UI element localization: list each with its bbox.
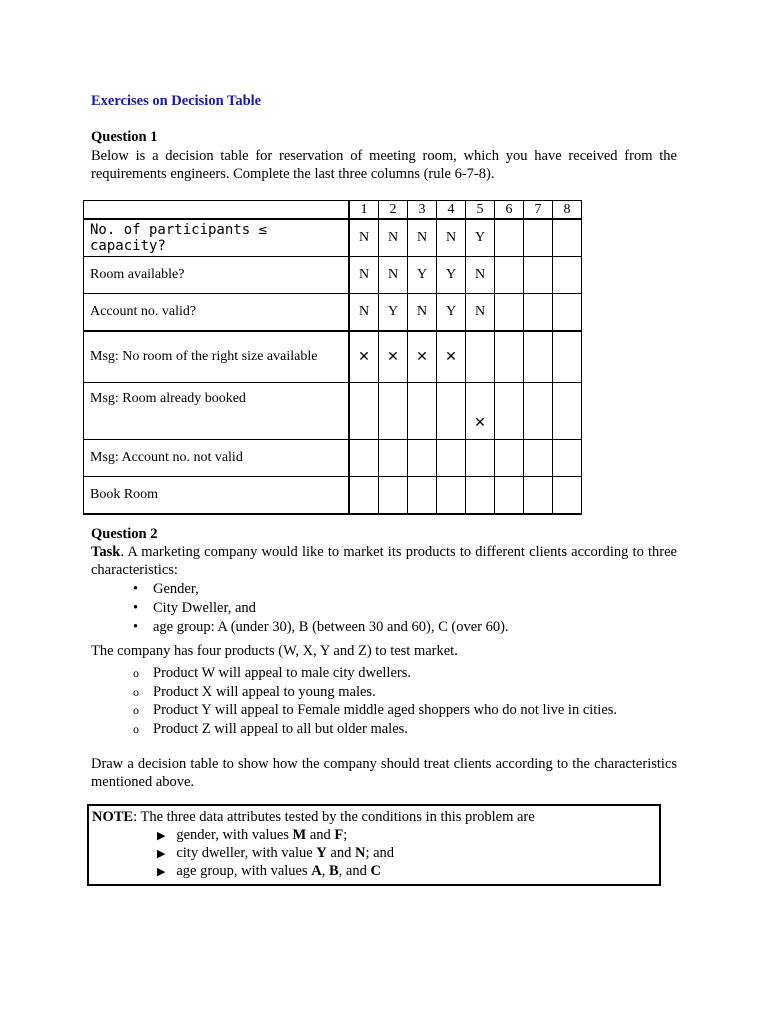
question-1-text: Below is a decision table for reservation of meeting room, which you have received from the requirements engineers. Complete the last three columns (rule 6-7-8). <box>91 148 677 182</box>
bullet-icon: • <box>133 619 139 635</box>
rule-number: 1 <box>349 201 379 220</box>
triangle-right-icon: ▶ <box>157 829 166 842</box>
table-cell: N <box>349 219 379 257</box>
table-cell <box>349 383 379 440</box>
rule-number: 3 <box>408 201 437 220</box>
condition-label: Account no. valid? <box>84 294 350 332</box>
list-item: o Product W will appeal to male city dwellers. <box>133 665 411 681</box>
table-cell <box>408 477 437 515</box>
list-item: o Product Y will appeal to Female middle aged shoppers who do not live in cities. <box>133 702 618 718</box>
table-cell <box>495 477 524 515</box>
table-cell: ✕ <box>437 331 466 383</box>
header-blank-cell <box>84 201 350 220</box>
table-cell: Y <box>466 219 495 257</box>
triangle-right-icon: ▶ <box>157 847 166 860</box>
table-cell <box>349 440 379 477</box>
table-cell <box>349 477 379 515</box>
note-label: NOTE <box>92 809 134 825</box>
table-cell <box>495 331 524 383</box>
table-cell <box>553 294 582 332</box>
table-cell: N <box>349 257 379 294</box>
table-cell <box>524 219 553 257</box>
rule-number-row <box>84 201 582 220</box>
action-label: Msg: Room already booked <box>84 383 350 440</box>
note-item: ▶ gender, with values M and F; <box>157 827 348 843</box>
action-label: Msg: No room of the right size available <box>84 331 350 383</box>
table-cell <box>437 440 466 477</box>
note-item: ▶ age group, with values A, B, and C <box>157 863 381 879</box>
note-box <box>87 804 661 886</box>
note-intro: NOTE: The three data attributes tested by the conditions in this problem are <box>92 809 535 825</box>
table-cell <box>553 331 582 383</box>
list-item: • Gender, <box>133 581 199 597</box>
task-text: . A marketing company would like to market its products to different clients according to three characteristics: <box>91 544 677 578</box>
table-cell <box>524 383 553 440</box>
circle-bullet-icon: o <box>133 684 139 699</box>
table-cell <box>524 257 553 294</box>
bullet-icon: • <box>133 581 139 597</box>
table-cell <box>437 383 466 440</box>
decision-table <box>83 200 582 515</box>
table-cell: N <box>379 257 408 294</box>
list-item: • age group: A (under 30), B (between 30 and 60), C (over 60). <box>133 619 509 635</box>
table-cell: N <box>437 219 466 257</box>
products-list <box>133 664 693 738</box>
rule-number: 4 <box>437 201 466 220</box>
table-cell <box>553 257 582 294</box>
rule-number: 7 <box>524 201 553 220</box>
list-item: o Product X will appeal to young males. <box>133 683 376 700</box>
condition-label: No. of participants ≤ capacity? <box>84 219 350 257</box>
condition-row <box>84 219 582 257</box>
table-cell <box>553 440 582 477</box>
question-2-task <box>91 543 677 579</box>
table-cell <box>437 477 466 515</box>
table-cell <box>379 477 408 515</box>
note-item: ▶ city dweller, with value Y and N; and <box>157 845 395 861</box>
table-cell: Y <box>408 257 437 294</box>
circle-bullet-icon: o <box>133 721 139 736</box>
table-cell: N <box>379 219 408 257</box>
table-cell <box>379 383 408 440</box>
bullet-icon: • <box>133 600 139 616</box>
table-cell <box>466 477 495 515</box>
table-cell <box>524 440 553 477</box>
table-cell: ✕ <box>379 331 408 383</box>
table-cell <box>379 440 408 477</box>
table-cell: Y <box>379 294 408 332</box>
action-label: Book Room <box>84 477 350 515</box>
table-cell <box>524 477 553 515</box>
table-cell: N <box>408 294 437 332</box>
question-2-heading: Question 2 <box>91 526 158 542</box>
table-cell <box>524 331 553 383</box>
condition-label: Room available? <box>84 257 350 294</box>
circle-bullet-icon: o <box>133 666 139 680</box>
task-label: Task <box>91 544 121 560</box>
action-row <box>84 383 582 440</box>
rule-number: 2 <box>379 201 408 220</box>
page-title: Exercises on Decision Table <box>91 93 262 109</box>
action-row <box>84 331 582 383</box>
table-cell <box>408 383 437 440</box>
action-label: Msg: Account no. not valid <box>84 440 350 477</box>
rule-number: 5 <box>466 201 495 220</box>
table-cell: ✕ <box>349 331 379 383</box>
table-cell: N <box>349 294 379 332</box>
rule-number: 8 <box>553 201 582 220</box>
table-cell <box>495 257 524 294</box>
table-cell <box>495 383 524 440</box>
table-cell: N <box>408 219 437 257</box>
table-cell <box>495 440 524 477</box>
table-cell <box>553 383 582 440</box>
table-cell <box>524 294 553 332</box>
table-cell <box>495 294 524 332</box>
action-row <box>84 477 582 515</box>
question-1-heading: Question 1 <box>91 129 158 145</box>
table-cell <box>466 331 495 383</box>
table-cell <box>553 219 582 257</box>
characteristics-list <box>133 580 693 637</box>
question-2-instruction: Draw a decision table to show how the company should treat clients according to the characteristics mentioned above. <box>91 756 677 790</box>
rule-number: 6 <box>495 201 524 220</box>
triangle-right-icon: ▶ <box>157 865 166 878</box>
table-cell: ✕ <box>408 331 437 383</box>
table-cell: N <box>466 257 495 294</box>
list-item: • City Dweller, and <box>133 600 256 616</box>
list-item: o Product Z will appeal to all but older males. <box>133 720 408 737</box>
table-cell <box>553 477 582 515</box>
table-cell <box>466 440 495 477</box>
table-cell <box>408 440 437 477</box>
table-cell: N <box>466 294 495 332</box>
condition-row <box>84 257 582 294</box>
table-cell: Y <box>437 294 466 332</box>
table-cell: Y <box>437 257 466 294</box>
products-intro: The company has four products (W, X, Y and Z) to test market. <box>91 643 458 659</box>
table-cell: ✕ <box>466 383 495 440</box>
condition-row <box>84 294 582 332</box>
circle-bullet-icon: o <box>133 703 139 717</box>
table-cell <box>495 219 524 257</box>
action-row <box>84 440 582 477</box>
